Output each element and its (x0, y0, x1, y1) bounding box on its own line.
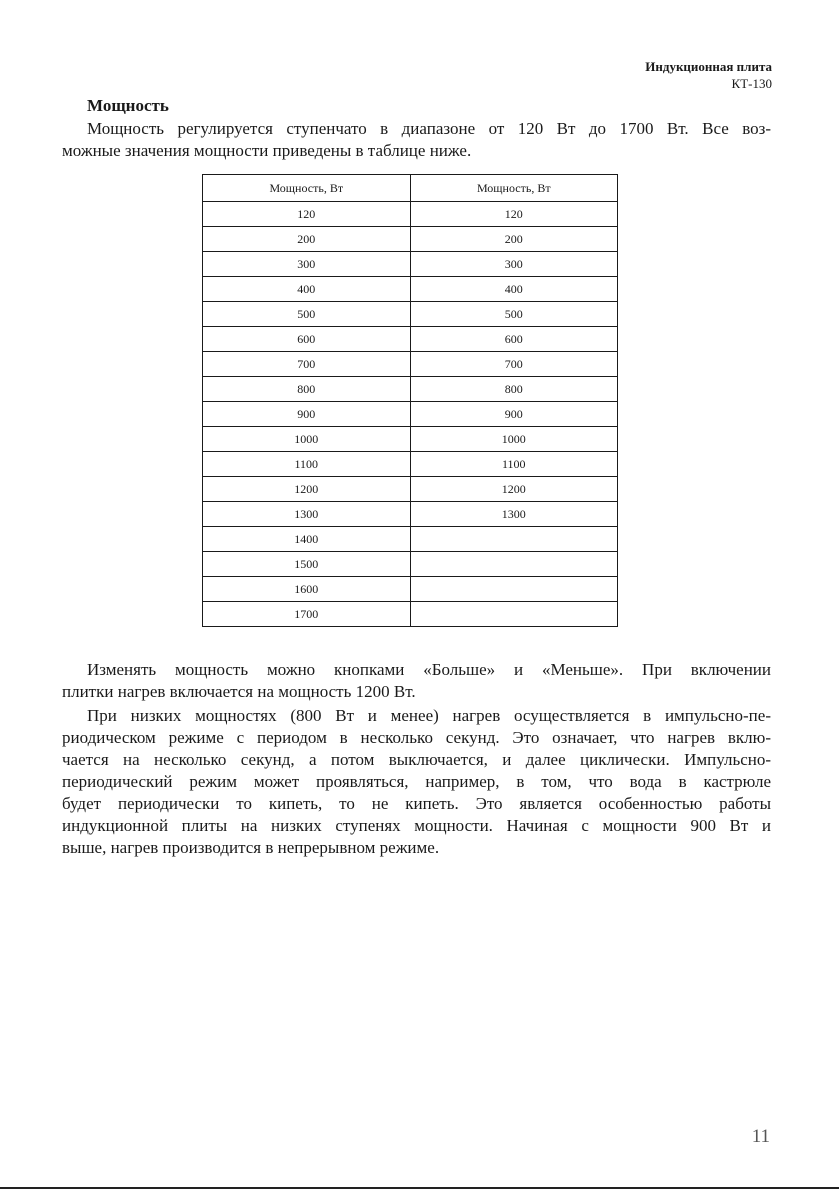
table-cell: 800 (410, 377, 618, 402)
header-model: КТ-130 (731, 76, 772, 91)
table-cell: 1400 (203, 527, 411, 552)
table-cell: 600 (410, 327, 618, 352)
paragraph-line: При низких мощностях (800 Вт и менее) нагрев осуществляется в импульсно-пе- (87, 706, 771, 725)
table-body (203, 202, 618, 627)
table-row (203, 252, 618, 277)
paragraph-line: периодический режим может проявляться, например, в том, что вода в кастрюле (62, 772, 771, 791)
table-cell: 700 (410, 352, 618, 377)
column-header: Мощность, Вт (410, 175, 618, 202)
paragraph-line: Мощность регулируется ступенчато в диапазоне от 120 Вт до 1700 Вт. Все воз- (87, 119, 771, 138)
table-cell: 700 (203, 352, 411, 377)
table-row (203, 427, 618, 452)
table-cell: 1300 (410, 502, 618, 527)
table-cell: 1600 (203, 577, 411, 602)
table-cell (410, 577, 618, 602)
low-power-paragraph (62, 705, 771, 859)
table-cell: 1100 (203, 452, 411, 477)
table-cell: 900 (410, 402, 618, 427)
paragraph-line: плитки нагрев включается на мощность 1200 Вт. (62, 682, 416, 701)
paragraph-line: чается на несколько секунд, а потом выключается, и далее циклически. Импульсно- (62, 750, 771, 769)
table-cell: 1300 (203, 502, 411, 527)
table-cell: 120 (410, 202, 618, 227)
table-row (203, 227, 618, 252)
page-header (645, 58, 772, 92)
table-cell: 1200 (203, 477, 411, 502)
table-cell: 1200 (410, 477, 618, 502)
table-cell (410, 552, 618, 577)
table-cell: 900 (203, 402, 411, 427)
table-cell: 500 (410, 302, 618, 327)
table-row (203, 402, 618, 427)
table-row (203, 452, 618, 477)
table-cell: 1700 (203, 602, 411, 627)
table-cell: 400 (203, 277, 411, 302)
paragraph-line: выше, нагрев производится в непрерывном режиме. (62, 838, 440, 857)
table-cell: 300 (203, 252, 411, 277)
table-cell (410, 602, 618, 627)
table-cell: 800 (203, 377, 411, 402)
table-row (203, 327, 618, 352)
table-cell: 120 (203, 202, 411, 227)
table-cell: 400 (410, 277, 618, 302)
table-cell: 500 (203, 302, 411, 327)
table-cell: 300 (410, 252, 618, 277)
table-row (203, 352, 618, 377)
table-row (203, 502, 618, 527)
header-title: Индукционная плита (645, 59, 772, 74)
table-cell: 1500 (203, 552, 411, 577)
table-cell: 600 (203, 327, 411, 352)
section-title: Мощность (87, 96, 169, 115)
paragraph-line: индукционной плиты на низких ступенях мощности. Начиная с мощности 900 Вт и (62, 816, 771, 835)
page-number: 11 (751, 1126, 770, 1147)
paragraph-line: можные значения мощности приведены в таблице ниже. (62, 141, 472, 160)
table-row (203, 552, 618, 577)
table-cell: 1100 (410, 452, 618, 477)
table-cell: 200 (410, 227, 618, 252)
bottom-rule (0, 1187, 839, 1189)
table-cell (410, 527, 618, 552)
table-row (203, 527, 618, 552)
paragraph-line: Изменять мощность можно кнопками «Больше» и «Меньше». При включении (87, 660, 771, 679)
table-row (203, 202, 618, 227)
table-row (203, 577, 618, 602)
table-row (203, 602, 618, 627)
table-row (203, 277, 618, 302)
column-header: Мощность, Вт (203, 175, 411, 202)
table-header-row (203, 175, 618, 202)
paragraph-line: риодическом режиме с периодом в несколько секунд. Это означает, что нагрев вклю- (62, 728, 771, 747)
table-row (203, 302, 618, 327)
paragraph-line: будет периодически то кипеть, то не кипеть. Это является особенностью работы (62, 794, 771, 813)
table-cell: 1000 (410, 427, 618, 452)
intro-paragraph (62, 118, 771, 162)
table-row (203, 377, 618, 402)
table-cell: 200 (203, 227, 411, 252)
table-cell: 1000 (203, 427, 411, 452)
power-table (202, 174, 618, 627)
table-row (203, 477, 618, 502)
buttons-paragraph (62, 659, 771, 703)
